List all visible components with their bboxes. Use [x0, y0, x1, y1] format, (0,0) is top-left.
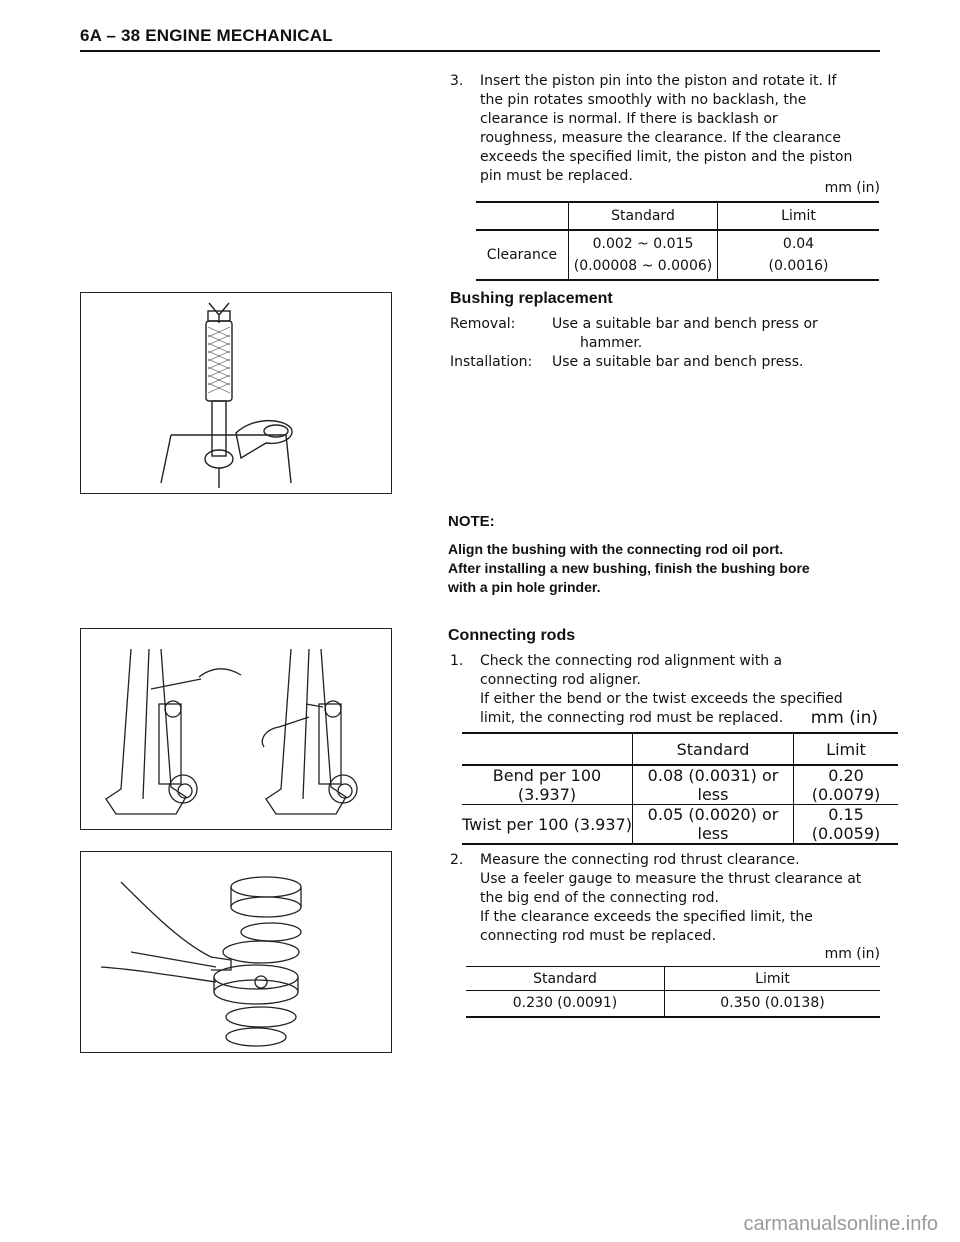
step-line: If either the bend or the twist exceeds the specified	[480, 691, 843, 707]
bushing-press-illustration	[81, 293, 391, 493]
rod-aligner-illustration	[81, 629, 391, 829]
unit-label: mm (in)	[824, 946, 880, 962]
thrust-clearance-illustration	[81, 852, 391, 1052]
step-text	[480, 851, 890, 946]
col-limit: Limit	[665, 967, 881, 991]
step-line: Check the connecting rod alignment with a	[480, 653, 783, 669]
note-line: Align the bushing with the connecting rod oil port.	[448, 541, 784, 557]
header-rule	[80, 50, 880, 52]
row-label: Bend per 100 (3.937)	[492, 766, 602, 804]
step-text	[480, 72, 880, 186]
note-body	[448, 540, 888, 597]
standard-in: (0.00008 ~ 0.0006)	[573, 258, 713, 274]
thrust-table	[466, 966, 880, 1018]
bend-limit: 0.20 (0.0079)	[794, 765, 899, 805]
rod-aligner-figure	[80, 628, 392, 830]
removal-text-cont: hammer.	[580, 335, 643, 351]
standard-mm: 0.002 ~ 0.015	[592, 236, 694, 252]
step-line: pin must be replaced.	[480, 168, 633, 184]
thrust-limit: 0.350 (0.0138)	[665, 991, 881, 1017]
alignment-table	[462, 732, 898, 845]
bushing-press-figure	[80, 292, 392, 494]
bushing-heading: Bushing replacement	[450, 290, 613, 307]
clearance-standard	[569, 230, 718, 280]
clearance-limit	[718, 230, 880, 280]
step-line: Use a feeler gauge to measure the thrust clearance at	[480, 871, 862, 887]
watermark: carmanualsonline.info	[743, 1213, 938, 1235]
step-line: the pin rotates smoothly with no backlash, the	[480, 92, 807, 108]
step-number: 1.	[450, 653, 464, 669]
note-line: with a pin hole grinder.	[448, 579, 601, 595]
step-line: limit, the connecting rod must be replaced.	[480, 710, 784, 726]
step-line: Measure the connecting rod thrust clearance.	[480, 852, 800, 868]
connecting-rods-heading: Connecting rods	[448, 627, 576, 644]
note-title: NOTE:	[448, 513, 495, 530]
twist-standard: 0.05 (0.0020) or less	[633, 805, 794, 845]
col-limit: Limit	[794, 733, 899, 765]
removal-label: Removal:	[450, 316, 516, 332]
clearance-table	[476, 201, 879, 281]
page-header-title: 6A – 38 ENGINE MECHANICAL	[80, 26, 333, 45]
step-number: 3.	[450, 73, 464, 89]
step-line: connecting rod aligner.	[480, 672, 641, 688]
bushing-instructions	[450, 315, 880, 375]
note-line: After installing a new bushing, finish the bushing bore	[448, 560, 810, 576]
removal-text: Use a suitable bar and bench press or	[552, 316, 818, 332]
row-label: Twist per 100 (3.937)	[462, 814, 632, 834]
twist-limit: 0.15 (0.0059)	[794, 805, 899, 845]
install-label: Installation:	[450, 354, 533, 370]
step-line: connecting rod must be replaced.	[480, 928, 717, 944]
col-standard: Standard	[569, 202, 718, 230]
bend-standard: 0.08 (0.0031) or less	[633, 765, 794, 805]
col-standard: Standard	[633, 733, 794, 765]
thrust-standard: 0.230 (0.0091)	[512, 995, 618, 1012]
step-line: clearance is normal. If there is backlash or	[480, 111, 778, 127]
step-line: roughness, measure the clearance. If the clearance	[480, 130, 841, 146]
step-line: exceeds the specified limit, the piston and the piston	[480, 149, 853, 165]
step-number: 2.	[450, 852, 464, 868]
thrust-clearance-figure	[80, 851, 392, 1053]
limit-in: (0.0016)	[768, 258, 829, 274]
row-label: Clearance	[486, 247, 558, 263]
step-line: Insert the piston pin into the piston and rotate it. If	[480, 73, 837, 89]
thrust-step	[450, 851, 890, 951]
limit-mm: 0.04	[782, 236, 815, 252]
unit-label: mm (in)	[824, 180, 880, 196]
piston-pin-step	[450, 72, 890, 192]
col-limit: Limit	[718, 202, 880, 230]
unit-label: mm (in)	[810, 708, 878, 728]
col-standard: Standard	[533, 970, 597, 987]
install-text: Use a suitable bar and bench press.	[552, 354, 804, 370]
step-line: If the clearance exceeds the specified limit, the	[480, 909, 813, 925]
step-line: the big end of the connecting rod.	[480, 890, 719, 906]
